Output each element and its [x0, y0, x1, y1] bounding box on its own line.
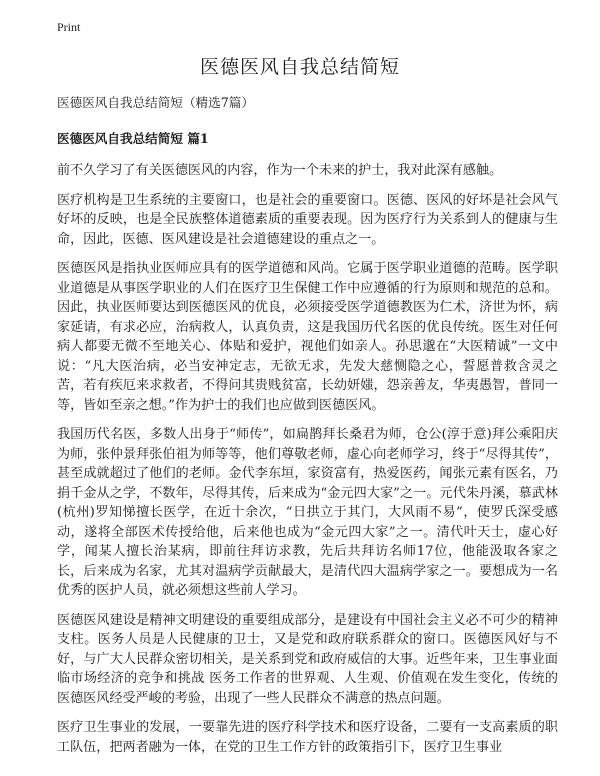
paragraph: 医德医风建设是精神文明建设的重要组成部分，是建设有中国社会主义必不可少的精神支柱。医务人员是人民健康的卫士，又是党和政府联系群众的窗口。医德医风好与不好，与广大人民群众密切相关，是关系到党和政府威信的大事。近些年来，卫生事业面临市场经济的竞争和挑战 医务工作者的世界观、人生观、价值观在发生变化，传统的医德医风经受严峻的考验，出现了一些人民群众不满意的热点问题。	[57, 612, 558, 706]
document-subtitle: 医德医风自我总结简短（精选7篇）	[57, 95, 254, 110]
paragraph: 我国历代名医，多数人出身于“师传”，如扁鹊拜长桑君为师，仓公(淳于意)拜公乘阳庆为师，张仲景拜张伯祖为师等等，他们尊敬老师，虚心向老师学习，终于“尽得其传”，甚至成就超过了他们的老师。金代李东垣，家资富有，热爱医药，闻张元素有医名，乃捐千金从之学，不数年，尽得其传，后来成为“金元四大家”之一。元代朱丹溪，慕武林(杭州)罗知悌擅长医学，在近十余次，“日拱立于其门，大风雨不易”，使罗氏深受感动，遂将全部医术传授给他，后来他也成为“金元四大家”之一。清代叶天士，虚心好学，闻某人擅长治某病，即前往拜访求教，先后共拜访名师17位，他能汲取各家之长，后来成为名家，尤其对温病学贡献最大，是清代四大温病学家之一。要想成为一名优秀的医护人员，就必须想这些前人学习。	[57, 427, 558, 598]
paragraph: 医疗机构是卫生系统的主要窗口，也是社会的重要窗口。医德、医风的好坏是社会风气好坏的反映，也是全民族整体道德素质的重要表现。因为医疗行为关系到人的健康与生命，因此，医德、医风建设是社会道德建设的重点之一。	[57, 192, 558, 247]
paragraph: 医疗卫生事业的发展，一要靠先进的医疗科学技术和医疗设备，二要有一支高素质的职工队伍，把两者融为一体，在党的卫生工作方针的政策指引下，医疗卫生事业	[57, 720, 558, 755]
document-body	[57, 93, 558, 767]
document-title: 医德医风自我总结简短	[199, 56, 400, 78]
paragraph: 前不久学习了有关医德医风的内容，作为一个未来的护士，我对此深有感触。	[57, 163, 503, 178]
paragraph: 医德医风是指执业医师应具有的医学道德和风尚。它属于医学职业道德的范畴。医学职业道德是从事医学职业的人们在医疗卫生保健工作中应遵循的行为原则和规范的总和。因此，执业医师要达到医德医风的优良，必须接受医学道德教医为仁术，济世为怀，病家延请，有求必应，治病救人，认真负责，这是我国历代名医的优良传统。医生对任何病人都要无微不至地关心、体贴和爱护，视他们如亲人。孙思邈在“大医精诚”一文中说：“凡大医治病，必当安神定志，无欲无求，先发大慈恻隐之心，誓愿普救含灵之苦，若有疾厄来求救者，不得问其贵贱贫富，长幼妍媸，怨亲善友，华夷愚智，普同一等，皆如至亲之想。”作为护士的我们也应做到医德医风。	[57, 261, 558, 413]
section-heading: 医德医风自我总结简短 篇1	[57, 131, 209, 146]
print-link[interactable]: Print	[57, 20, 81, 34]
